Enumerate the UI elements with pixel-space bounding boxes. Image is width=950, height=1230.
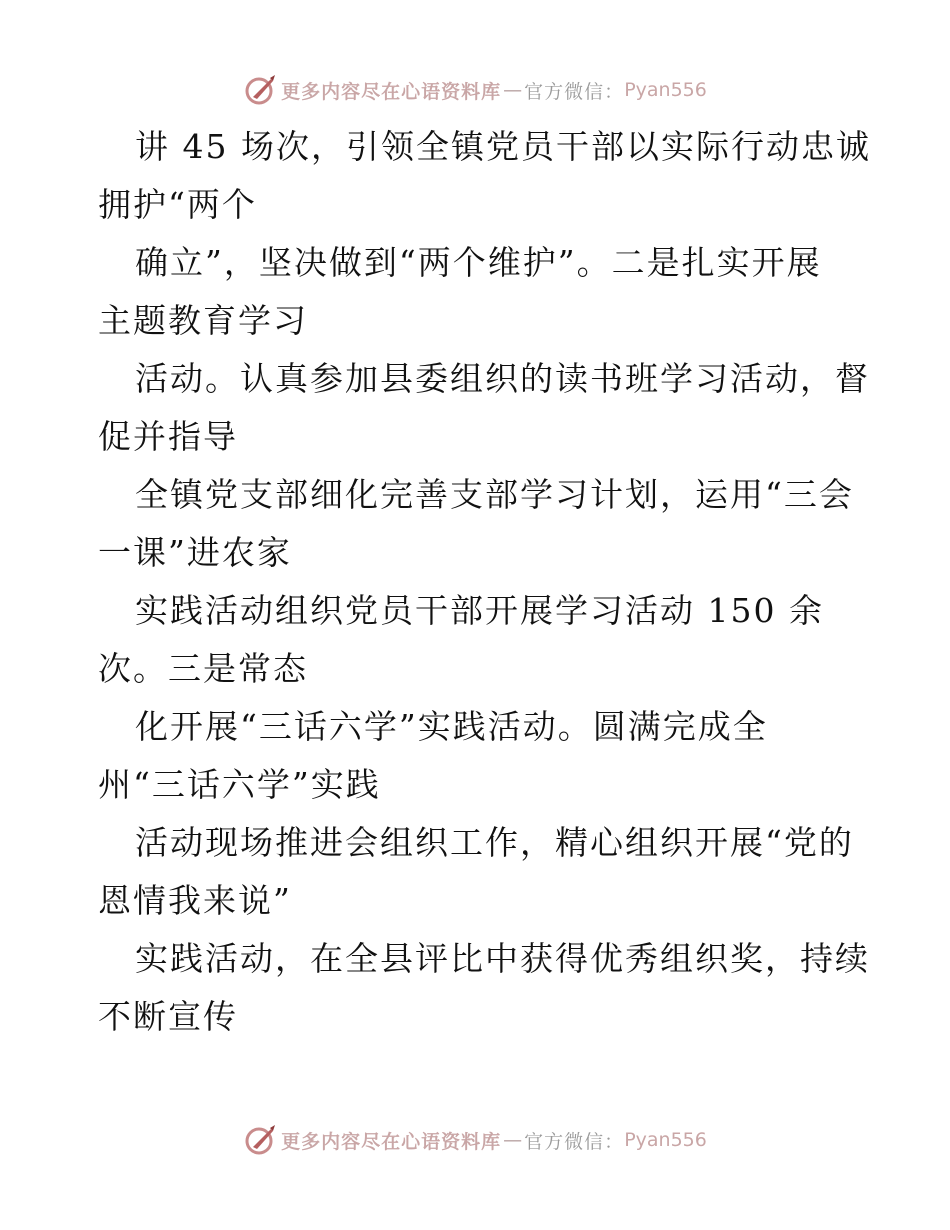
document-body (98, 118, 871, 1046)
watermark-site-text: 更多内容尽在心语资料库 (281, 1130, 502, 1153)
watermark-site-text: 更多内容尽在心语资料库 (281, 80, 502, 103)
body-line: 讲 45 场次，引领全镇党员干部以实际行动忠诚 (135, 127, 871, 166)
body-line: 实践活动组织党员干部开展学习活动 150 余 (135, 591, 824, 630)
watermark-wechat-id: Pyan556 (624, 1129, 707, 1151)
body-line: 全镇党支部细化完善支部学习计划，运用“三会 (135, 475, 854, 514)
watermark-wechat-id: Pyan556 (624, 79, 707, 101)
body-line: 不断宣传 (98, 997, 238, 1036)
body-line: 恩情我来说” (98, 881, 292, 920)
body-line: 活动现场推进会组织工作，精心组织开展“党的 (135, 823, 854, 862)
body-line: 化开展“三话六学”实践活动。圆满完成全 (135, 707, 768, 746)
body-line: 州“三话六学”实践 (98, 765, 381, 804)
body-line: 促并指导 (98, 417, 238, 456)
quill-circle-icon (243, 73, 277, 107)
body-line: 次。三是常态 (98, 649, 308, 688)
watermark-label: 官方微信： (524, 80, 625, 103)
watermark-dash: — (503, 79, 523, 101)
watermark-label: 官方微信： (524, 1130, 625, 1153)
body-line: 一课”进农家 (98, 533, 292, 572)
body-line: 实践活动，在全县评比中获得优秀组织奖，持续 (135, 939, 870, 978)
body-line: 确立”，坚决做到“两个维护”。二是扎实开展 (135, 243, 822, 282)
watermark-dash: — (503, 1129, 523, 1151)
header-watermark (0, 70, 950, 110)
quill-circle-icon (243, 1123, 277, 1157)
body-line: 主题教育学习 (98, 301, 308, 340)
body-line: 活动。认真参加县委组织的读书班学习活动，督 (135, 359, 870, 398)
body-line: 拥护“两个 (98, 185, 257, 224)
footer-watermark (0, 1120, 950, 1160)
